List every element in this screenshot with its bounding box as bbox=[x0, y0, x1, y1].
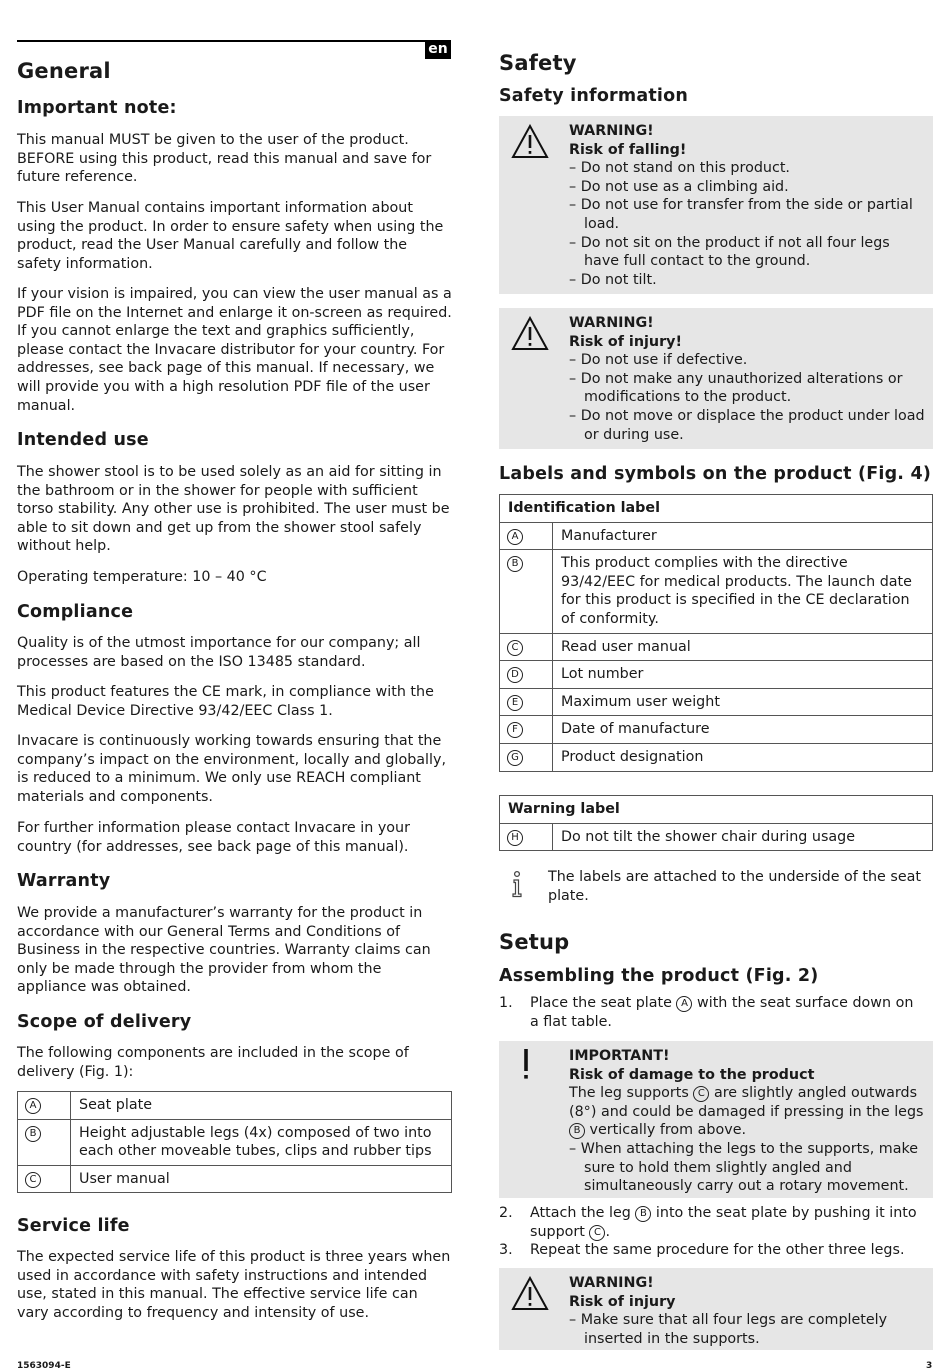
identification-label-table bbox=[499, 494, 933, 772]
paragraph: The shower stool is to be used solely as an aid for sitting in the bathroom or in the shower for people with sufficient torso stability. Any other use is prohibited. The user must be able to sit down and get up from the shower stool safely without help. bbox=[17, 464, 450, 555]
label-c-icon: C bbox=[507, 640, 523, 656]
important-subheading: Risk of damage to the product bbox=[569, 1066, 815, 1083]
table-cell: Lot number bbox=[553, 661, 933, 689]
label-c-icon: C bbox=[693, 1086, 709, 1102]
list-item: – Make sure that all four legs are completely inserted in the supports. bbox=[569, 1312, 888, 1347]
list-item: – Do not tilt. bbox=[569, 271, 657, 288]
label-f-icon: F bbox=[507, 722, 523, 738]
list-item: – Do not sit on the product if not all four legs have full contact to the ground. bbox=[569, 234, 890, 270]
section-title-safety: Safety bbox=[499, 51, 577, 75]
scope-table bbox=[17, 1091, 452, 1193]
table-header-row bbox=[500, 495, 933, 523]
paragraph: For further information please contact Invacare in your country (for addresses, see back page of this manual). bbox=[17, 820, 410, 855]
warning-subheading: Risk of injury bbox=[569, 1293, 676, 1310]
info-icon bbox=[509, 870, 525, 898]
label-c-icon: C bbox=[589, 1225, 605, 1241]
table-row bbox=[500, 522, 933, 550]
subtitle-safety-information: Safety information bbox=[499, 86, 688, 106]
subtitle-assembling: Assembling the product (Fig. 2) bbox=[499, 966, 819, 986]
label-d-icon: D bbox=[507, 667, 523, 683]
subtitle-compliance: Compliance bbox=[17, 602, 134, 622]
important-heading: IMPORTANT! bbox=[569, 1048, 670, 1064]
step-text: into the seat plate by pushing it into support bbox=[530, 1205, 917, 1240]
subtitle-intended-use: Intended use bbox=[17, 430, 149, 450]
table-cell: Date of manufacture bbox=[553, 716, 933, 744]
table-header: Identification label bbox=[500, 495, 933, 523]
label-b-icon: B bbox=[635, 1206, 651, 1222]
paragraph: The expected service life of this product is three years when used in accordance with safety instructions and intended use, stated in this manual. The effective service life can vary according to frequency and intensity of use. bbox=[17, 1249, 451, 1321]
warning-subheading: Risk of injury! bbox=[569, 333, 682, 350]
table-cell: Maximum user weight bbox=[553, 688, 933, 716]
paragraph: This User Manual contains important information about using the product. In order to ensure safety when using the product, read the User Manual carefully and follow the safety information. bbox=[17, 200, 444, 272]
table-row bbox=[500, 823, 933, 851]
warning-triangle-icon bbox=[511, 1276, 549, 1312]
step-number: 1. bbox=[499, 995, 513, 1011]
paragraph: If your vision is impaired, you can view the user manual as a PDF file on the Internet and enlarge it on-screen as required. If you cannot enlarge the text and graphics sufficiently, please contact the Invacare distributor for your country. For addresses, see back page of this manual. If necessary, we will provide you with a high resolution PDF file of the user manual. bbox=[17, 286, 452, 414]
important-text: The leg supports C are slightly angled outwards (8°) and could be damaged if pressing in the legs B vertically from above. bbox=[569, 1085, 924, 1139]
list-item: – Do not move or displace the product under load or during use. bbox=[569, 407, 925, 443]
label-b-icon: B bbox=[507, 556, 523, 572]
table-cell: Read user manual bbox=[553, 633, 933, 661]
paragraph: Quality is of the utmost importance for our company; all processes are based on the ISO 13485 standard. bbox=[17, 635, 421, 670]
important-box bbox=[499, 1041, 933, 1198]
step-2: 2. Attach the leg B into the seat plate by pushing it into support C . bbox=[499, 1205, 917, 1240]
list-item: – Do not use if defective. bbox=[569, 352, 748, 369]
warning-heading: WARNING! bbox=[569, 123, 654, 139]
exclamation-icon bbox=[521, 1047, 531, 1081]
paragraph: We provide a manufacturer’s warranty for the product in accordance with our General Terms and Conditions of Business in the respective countries. Warranty claims can only be made through the provider from whom the appliance was obtained. bbox=[17, 905, 431, 996]
table-row bbox=[18, 1092, 452, 1120]
subtitle-scope-of-delivery: Scope of delivery bbox=[17, 1012, 192, 1032]
label-h-icon: H bbox=[507, 830, 523, 846]
label-a-icon: A bbox=[25, 1098, 41, 1114]
top-rule bbox=[17, 40, 451, 42]
step-3 bbox=[499, 1241, 933, 1261]
step-number: 2. bbox=[499, 1205, 513, 1221]
table-cell: This product complies with the directive 93/42/EEC for medical products. The launch date for this product is specified in the CE declaration of conformity. bbox=[553, 550, 933, 633]
subtitle-labels-and-symbols: Labels and symbols on the product (Fig. 4) bbox=[499, 464, 932, 484]
table-cell: Seat plate bbox=[71, 1092, 452, 1120]
subtitle-warranty: Warranty bbox=[17, 871, 111, 891]
step-1 bbox=[499, 994, 933, 1034]
warning-triangle-icon bbox=[511, 316, 549, 352]
table-cell: Do not tilt the shower chair during usage bbox=[553, 823, 933, 851]
list-item: – Do not stand on this product. bbox=[569, 160, 790, 177]
warning-box-falling bbox=[499, 116, 933, 294]
table-header-row bbox=[500, 796, 933, 824]
table-row bbox=[500, 743, 933, 771]
table-cell: Manufacturer bbox=[553, 522, 933, 550]
list-item: – Do not use as a climbing aid. bbox=[569, 178, 789, 195]
table-row bbox=[500, 661, 933, 689]
label-a-icon: A bbox=[507, 529, 523, 545]
table-row bbox=[500, 550, 933, 633]
label-e-icon: E bbox=[507, 695, 523, 711]
warning-triangle-icon bbox=[511, 124, 549, 160]
list-item: – When attaching the legs to the supports, make sure to hold them slightly angled and simultaneously carry out a rotary movement. bbox=[569, 1140, 919, 1195]
paragraph: Invacare is continuously working towards ensuring that the company’s impact on the environment, locally and globally, is reduced to a minimum. We only use REACH compliant materials and components. bbox=[17, 733, 446, 805]
operating-temperature: Operating temperature: 10 – 40 °C bbox=[17, 569, 267, 585]
table-cell: Height adjustable legs (4x) composed of two into each other moveable tubes, clips and rubber tips bbox=[71, 1119, 452, 1165]
warning-heading: WARNING! bbox=[569, 315, 654, 331]
step-text: Repeat the same procedure for the other three legs. bbox=[530, 1242, 905, 1258]
table-row bbox=[18, 1119, 452, 1165]
warning-heading: WARNING! bbox=[569, 1275, 654, 1291]
warning-label-table bbox=[499, 795, 933, 851]
table-row bbox=[500, 688, 933, 716]
step-text: Attach the leg bbox=[530, 1205, 636, 1221]
label-c-icon: C bbox=[25, 1172, 41, 1188]
paragraph: The following components are included in the scope of delivery (Fig. 1): bbox=[17, 1045, 409, 1080]
document-id: 1563094-E bbox=[17, 1361, 71, 1371]
label-a-icon: A bbox=[676, 996, 692, 1012]
list-item: – Do not use for transfer from the side or partial load. bbox=[569, 197, 913, 232]
section-title-setup: Setup bbox=[499, 930, 570, 954]
table-header: Warning label bbox=[500, 796, 933, 824]
table-row bbox=[500, 633, 933, 661]
table-row bbox=[500, 716, 933, 744]
table-cell: User manual bbox=[71, 1165, 452, 1193]
label-b-icon: B bbox=[569, 1123, 585, 1139]
paragraph: This manual MUST be given to the user of the product. BEFORE using this product, read this manual and save for future reference. bbox=[17, 132, 432, 186]
subtitle-service-life: Service life bbox=[17, 1216, 130, 1236]
paragraph: This product features the CE mark, in compliance with the Medical Device Directive 93/42/EEC Class 1. bbox=[17, 684, 434, 719]
step-number: 3. bbox=[499, 1242, 513, 1258]
page-number: 3 bbox=[926, 1361, 933, 1371]
label-g-icon: G bbox=[507, 750, 523, 766]
list-item: – Do not make any unauthorized alterations or modifications to the product. bbox=[569, 370, 903, 406]
label-b-icon: B bbox=[25, 1126, 41, 1142]
warning-subheading: Risk of falling! bbox=[569, 141, 687, 158]
table-row bbox=[18, 1165, 452, 1193]
section-title-general: General bbox=[17, 59, 111, 83]
subtitle-important-note: Important note: bbox=[17, 98, 177, 118]
step-text: Place the seat plate bbox=[530, 995, 677, 1011]
warning-box-injury bbox=[499, 308, 933, 449]
step-text: with the seat surface down on a flat table. bbox=[530, 995, 914, 1030]
warning-box-injury-legs bbox=[499, 1268, 933, 1350]
language-tag: en bbox=[425, 40, 451, 59]
info-note: The labels are attached to the underside of the seat plate. bbox=[548, 869, 921, 904]
table-cell: Product designation bbox=[553, 743, 933, 771]
